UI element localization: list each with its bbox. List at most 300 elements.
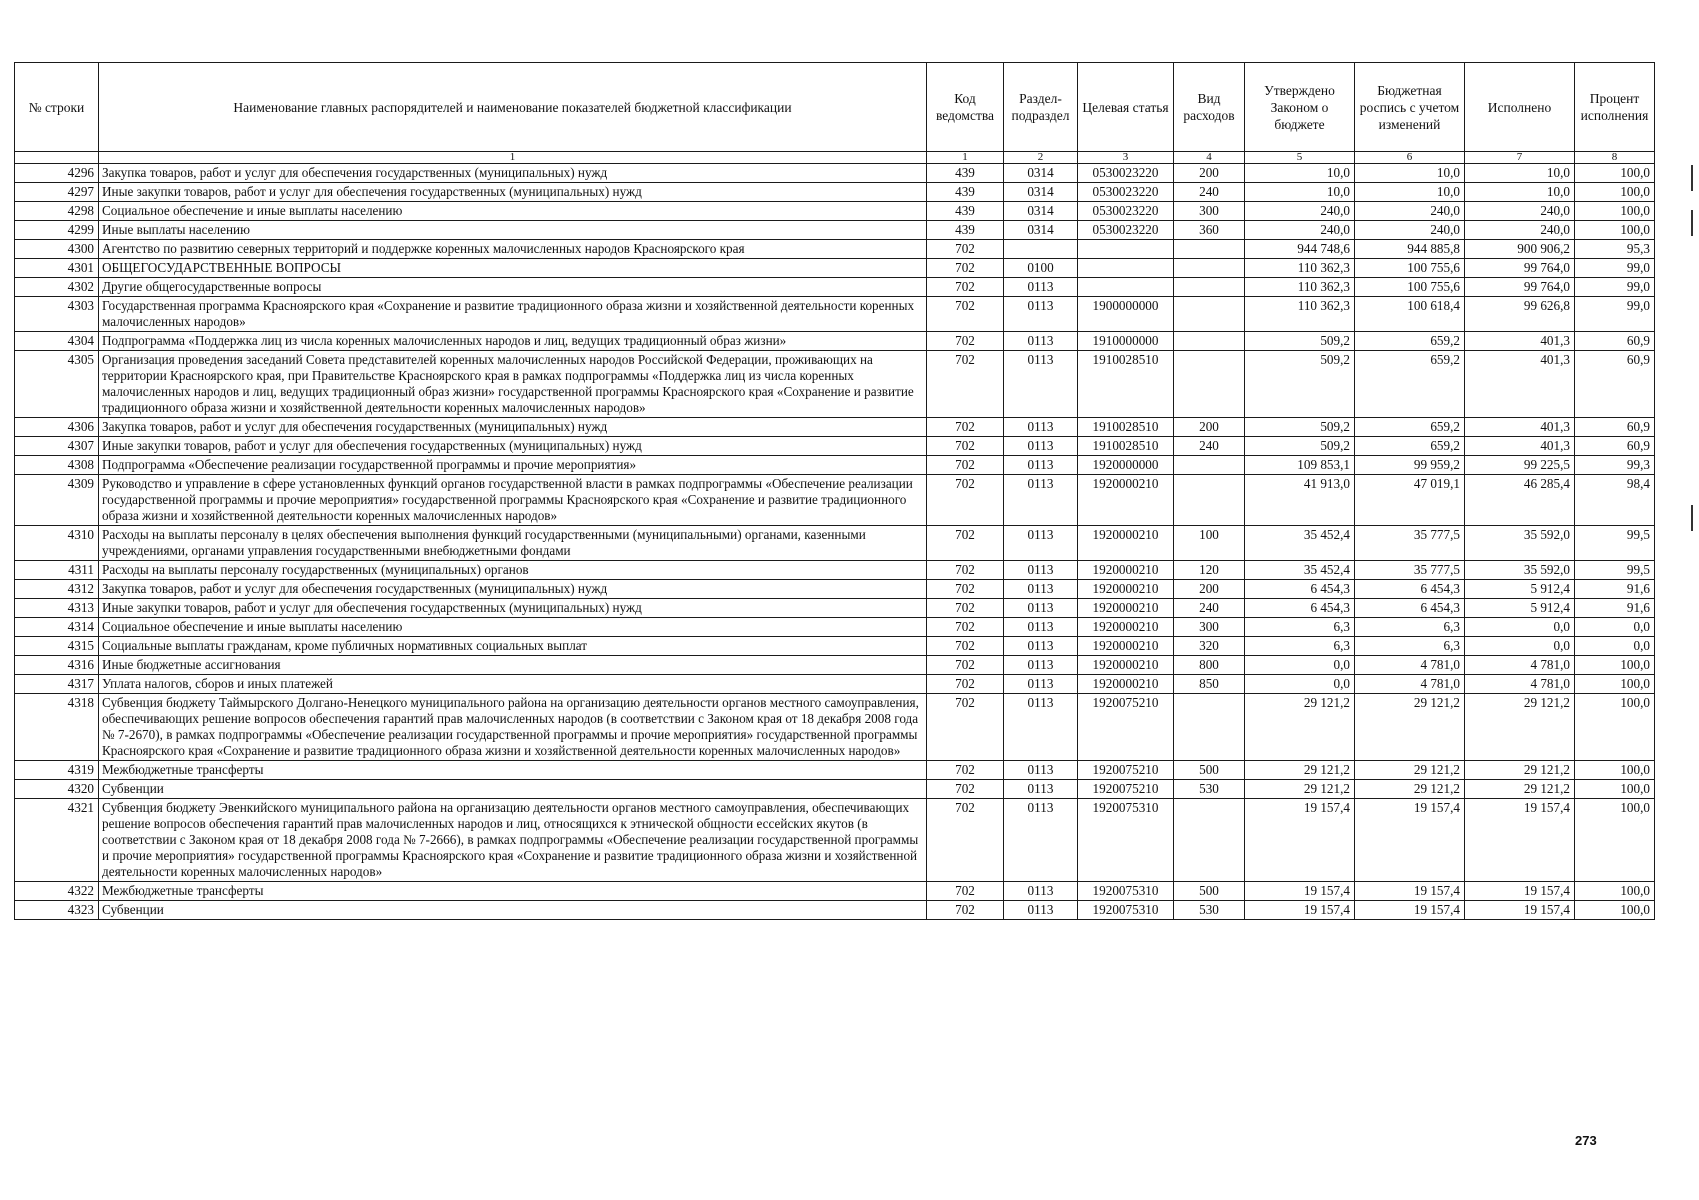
target-code: 1920075310 xyxy=(1078,901,1174,920)
percent-executed: 100,0 xyxy=(1575,221,1655,240)
table-row xyxy=(15,599,1655,618)
approved-amount: 10,0 xyxy=(1245,164,1355,183)
approved-amount: 110 362,3 xyxy=(1245,297,1355,332)
row-number: 4300 xyxy=(15,240,99,259)
approved-amount: 240,0 xyxy=(1245,202,1355,221)
dept-code: 702 xyxy=(927,799,1004,882)
scan-edge-mark xyxy=(1691,210,1693,236)
budget-amount: 99 959,2 xyxy=(1355,456,1465,475)
approved-amount: 6 454,3 xyxy=(1245,580,1355,599)
executed-amount: 19 157,4 xyxy=(1465,882,1575,901)
page-number: 273 xyxy=(1575,1133,1597,1148)
header-target: Целевая статья xyxy=(1078,63,1174,152)
dept-code: 702 xyxy=(927,240,1004,259)
expense-type: 200 xyxy=(1174,580,1245,599)
expense-type: 240 xyxy=(1174,599,1245,618)
budget-amount: 659,2 xyxy=(1355,418,1465,437)
table-row xyxy=(15,526,1655,561)
budget-amount: 6 454,3 xyxy=(1355,599,1465,618)
dept-code: 702 xyxy=(927,297,1004,332)
expense-type xyxy=(1174,799,1245,882)
target-code: 1920000210 xyxy=(1078,599,1174,618)
table-row xyxy=(15,164,1655,183)
row-number: 4321 xyxy=(15,799,99,882)
header-exp-type: Вид расходов xyxy=(1174,63,1245,152)
col-num-8: 7 xyxy=(1465,152,1575,164)
percent-executed: 60,9 xyxy=(1575,351,1655,418)
row-name: Иные закупки товаров, работ и услуг для обеспечения государственных (муниципальных) нужд xyxy=(99,599,927,618)
row-name: Подпрограмма «Поддержка лиц из числа коренных малочисленных народов и лиц, ведущих традиционный образ жизни» xyxy=(99,332,927,351)
table-header-row xyxy=(15,63,1655,152)
percent-executed: 99,0 xyxy=(1575,278,1655,297)
row-name: Закупка товаров, работ и услуг для обеспечения государственных (муниципальных) нужд xyxy=(99,580,927,599)
row-number: 4308 xyxy=(15,456,99,475)
section-code: 0113 xyxy=(1004,580,1078,599)
table-row xyxy=(15,351,1655,418)
percent-executed: 99,5 xyxy=(1575,526,1655,561)
row-number: 4309 xyxy=(15,475,99,526)
row-name: Закупка товаров, работ и услуг для обеспечения государственных (муниципальных) нужд xyxy=(99,418,927,437)
row-number: 4323 xyxy=(15,901,99,920)
target-code: 0530023220 xyxy=(1078,202,1174,221)
dept-code: 702 xyxy=(927,761,1004,780)
table-row xyxy=(15,456,1655,475)
table-row xyxy=(15,694,1655,761)
approved-amount: 29 121,2 xyxy=(1245,761,1355,780)
budget-amount: 29 121,2 xyxy=(1355,780,1465,799)
dept-code: 702 xyxy=(927,780,1004,799)
budget-amount: 29 121,2 xyxy=(1355,694,1465,761)
percent-executed: 95,3 xyxy=(1575,240,1655,259)
budget-table xyxy=(14,62,1655,920)
executed-amount: 99 764,0 xyxy=(1465,259,1575,278)
dept-code: 702 xyxy=(927,475,1004,526)
expense-type: 100 xyxy=(1174,526,1245,561)
dept-code: 439 xyxy=(927,183,1004,202)
table-row xyxy=(15,240,1655,259)
budget-amount: 6,3 xyxy=(1355,637,1465,656)
approved-amount: 41 913,0 xyxy=(1245,475,1355,526)
approved-amount: 29 121,2 xyxy=(1245,780,1355,799)
section-code: 0113 xyxy=(1004,297,1078,332)
percent-executed: 100,0 xyxy=(1575,901,1655,920)
target-code: 0530023220 xyxy=(1078,183,1174,202)
target-code: 1920000210 xyxy=(1078,526,1174,561)
section-code: 0113 xyxy=(1004,637,1078,656)
dept-code: 702 xyxy=(927,599,1004,618)
expense-type: 500 xyxy=(1174,761,1245,780)
row-name: Уплата налогов, сборов и иных платежей xyxy=(99,675,927,694)
section-code: 0113 xyxy=(1004,599,1078,618)
dept-code: 439 xyxy=(927,164,1004,183)
percent-executed: 100,0 xyxy=(1575,780,1655,799)
header-row-no: № строки xyxy=(15,63,99,152)
expense-type xyxy=(1174,456,1245,475)
header-dept-code: Код ведомства xyxy=(927,63,1004,152)
dept-code: 702 xyxy=(927,278,1004,297)
row-number: 4302 xyxy=(15,278,99,297)
dept-code: 702 xyxy=(927,437,1004,456)
executed-amount: 900 906,2 xyxy=(1465,240,1575,259)
target-code: 1910028510 xyxy=(1078,418,1174,437)
executed-amount: 99 764,0 xyxy=(1465,278,1575,297)
header-executed: Исполнено xyxy=(1465,63,1575,152)
row-number: 4301 xyxy=(15,259,99,278)
expense-type: 320 xyxy=(1174,637,1245,656)
expense-type xyxy=(1174,278,1245,297)
row-number: 4313 xyxy=(15,599,99,618)
expense-type xyxy=(1174,351,1245,418)
target-code: 1920000210 xyxy=(1078,580,1174,599)
executed-amount: 19 157,4 xyxy=(1465,799,1575,882)
executed-amount: 29 121,2 xyxy=(1465,694,1575,761)
row-name: Расходы на выплаты персоналу в целях обеспечения выполнения функций государственными (муниципальными) органами, казенными учреждениями, органами управления государственными внебюджетными фондами xyxy=(99,526,927,561)
percent-executed: 99,0 xyxy=(1575,259,1655,278)
row-number: 4314 xyxy=(15,618,99,637)
percent-executed: 100,0 xyxy=(1575,656,1655,675)
percent-executed: 99,3 xyxy=(1575,456,1655,475)
target-code: 1920000210 xyxy=(1078,637,1174,656)
executed-amount: 35 592,0 xyxy=(1465,526,1575,561)
row-name: Субвенция бюджету Эвенкийского муниципального района на организацию деятельности органов местного самоуправления, обеспечивающих решение вопросов обеспечения гарантий прав малочисленных народов и лиц, относящихся к этнической общности ессейских якутов (в соответствии с Законом края от 18 декабря 2008 года № 7-2666), в рамках подпрограммы «Обеспечение реализации государственной программы и прочие мероприятия» государственной программы Красноярского края «Сохранение и развитие традиционного образа жизни и хозяйственной деятельности коренных малочисленных народов» xyxy=(99,799,927,882)
target-code: 0530023220 xyxy=(1078,164,1174,183)
table-row xyxy=(15,901,1655,920)
header-percent: Процент исполнения xyxy=(1575,63,1655,152)
expense-type xyxy=(1174,259,1245,278)
table-row xyxy=(15,221,1655,240)
section-code xyxy=(1004,240,1078,259)
row-number: 4296 xyxy=(15,164,99,183)
executed-amount: 5 912,4 xyxy=(1465,599,1575,618)
dept-code: 702 xyxy=(927,580,1004,599)
col-num-6: 5 xyxy=(1245,152,1355,164)
col-num-9: 8 xyxy=(1575,152,1655,164)
executed-amount: 35 592,0 xyxy=(1465,561,1575,580)
header-section: Раздел-подраздел xyxy=(1004,63,1078,152)
executed-amount: 0,0 xyxy=(1465,637,1575,656)
dept-code: 439 xyxy=(927,221,1004,240)
table-row xyxy=(15,675,1655,694)
col-num-5: 4 xyxy=(1174,152,1245,164)
percent-executed: 100,0 xyxy=(1575,164,1655,183)
row-number: 4307 xyxy=(15,437,99,456)
budget-amount: 4 781,0 xyxy=(1355,675,1465,694)
row-number: 4316 xyxy=(15,656,99,675)
section-code: 0113 xyxy=(1004,901,1078,920)
section-code: 0113 xyxy=(1004,656,1078,675)
target-code: 1920075310 xyxy=(1078,799,1174,882)
section-code: 0113 xyxy=(1004,437,1078,456)
dept-code: 702 xyxy=(927,526,1004,561)
section-code: 0100 xyxy=(1004,259,1078,278)
approved-amount: 6,3 xyxy=(1245,637,1355,656)
row-number: 4310 xyxy=(15,526,99,561)
table-row xyxy=(15,882,1655,901)
approved-amount: 10,0 xyxy=(1245,183,1355,202)
table-row xyxy=(15,437,1655,456)
approved-amount: 6 454,3 xyxy=(1245,599,1355,618)
budget-amount: 19 157,4 xyxy=(1355,882,1465,901)
row-name: Государственная программа Красноярского края «Сохранение и развитие традиционного образа жизни и хозяйственной деятельности коренных малочисленных народов» xyxy=(99,297,927,332)
executed-amount: 401,3 xyxy=(1465,351,1575,418)
row-name: ОБЩЕГОСУДАРСТВЕННЫЕ ВОПРОСЫ xyxy=(99,259,927,278)
row-name: Социальное обеспечение и иные выплаты населению xyxy=(99,618,927,637)
expense-type: 200 xyxy=(1174,418,1245,437)
header-name: Наименование главных распорядителей и наименование показателей бюджетной классификации xyxy=(99,63,927,152)
approved-amount: 109 853,1 xyxy=(1245,456,1355,475)
approved-amount: 944 748,6 xyxy=(1245,240,1355,259)
row-name: Агентство по развитию северных территорий и поддержке коренных малочисленных народов Красноярского края xyxy=(99,240,927,259)
executed-amount: 29 121,2 xyxy=(1465,761,1575,780)
budget-amount: 659,2 xyxy=(1355,332,1465,351)
target-code xyxy=(1078,278,1174,297)
budget-amount: 19 157,4 xyxy=(1355,901,1465,920)
row-name: Расходы на выплаты персоналу государственных (муниципальных) органов xyxy=(99,561,927,580)
expense-type: 360 xyxy=(1174,221,1245,240)
percent-executed: 0,0 xyxy=(1575,618,1655,637)
row-number: 4298 xyxy=(15,202,99,221)
section-code: 0113 xyxy=(1004,278,1078,297)
section-code: 0113 xyxy=(1004,456,1078,475)
percent-executed: 91,6 xyxy=(1575,580,1655,599)
row-number: 4303 xyxy=(15,297,99,332)
expense-type: 300 xyxy=(1174,618,1245,637)
row-name: Субвенции xyxy=(99,780,927,799)
executed-amount: 0,0 xyxy=(1465,618,1575,637)
section-code: 0113 xyxy=(1004,882,1078,901)
budget-amount: 35 777,5 xyxy=(1355,561,1465,580)
approved-amount: 19 157,4 xyxy=(1245,882,1355,901)
row-number: 4317 xyxy=(15,675,99,694)
table-row xyxy=(15,297,1655,332)
dept-code: 439 xyxy=(927,202,1004,221)
executed-amount: 4 781,0 xyxy=(1465,675,1575,694)
section-code: 0314 xyxy=(1004,183,1078,202)
expense-type: 240 xyxy=(1174,437,1245,456)
section-code: 0113 xyxy=(1004,561,1078,580)
approved-amount: 509,2 xyxy=(1245,351,1355,418)
expense-type: 530 xyxy=(1174,780,1245,799)
percent-executed: 60,9 xyxy=(1575,437,1655,456)
budget-amount: 19 157,4 xyxy=(1355,799,1465,882)
target-code: 1920000210 xyxy=(1078,475,1174,526)
approved-amount: 110 362,3 xyxy=(1245,278,1355,297)
dept-code: 702 xyxy=(927,882,1004,901)
row-name: Иные закупки товаров, работ и услуг для обеспечения государственных (муниципальных) нужд xyxy=(99,437,927,456)
target-code: 1920000210 xyxy=(1078,656,1174,675)
executed-amount: 240,0 xyxy=(1465,202,1575,221)
approved-amount: 19 157,4 xyxy=(1245,799,1355,882)
section-code: 0113 xyxy=(1004,332,1078,351)
expense-type: 300 xyxy=(1174,202,1245,221)
row-name: Межбюджетные трансферты xyxy=(99,761,927,780)
col-num-4: 3 xyxy=(1078,152,1174,164)
row-name: Иные выплаты населению xyxy=(99,221,927,240)
executed-amount: 401,3 xyxy=(1465,332,1575,351)
section-code: 0314 xyxy=(1004,221,1078,240)
row-number: 4312 xyxy=(15,580,99,599)
target-code: 1900000000 xyxy=(1078,297,1174,332)
approved-amount: 29 121,2 xyxy=(1245,694,1355,761)
row-name: Закупка товаров, работ и услуг для обеспечения государственных (муниципальных) нужд xyxy=(99,164,927,183)
table-row xyxy=(15,761,1655,780)
budget-amount: 6 454,3 xyxy=(1355,580,1465,599)
target-code: 1920075210 xyxy=(1078,761,1174,780)
table-row xyxy=(15,259,1655,278)
section-code: 0113 xyxy=(1004,761,1078,780)
column-number-row xyxy=(15,152,1655,164)
budget-amount: 10,0 xyxy=(1355,164,1465,183)
budget-amount: 100 618,4 xyxy=(1355,297,1465,332)
section-code: 0314 xyxy=(1004,202,1078,221)
row-name: Социальное обеспечение и иные выплаты населению xyxy=(99,202,927,221)
expense-type: 500 xyxy=(1174,882,1245,901)
budget-amount: 35 777,5 xyxy=(1355,526,1465,561)
expense-type: 200 xyxy=(1174,164,1245,183)
col-num-7: 6 xyxy=(1355,152,1465,164)
row-name: Субвенция бюджету Таймырского Долгано-Ненецкого муниципального района на организацию деятельности органов местного самоуправления, обеспечивающих решение вопросов обеспечения гарантий прав малочисленных народов (в соответствии с Законом края от 18 декабря 2008 года № 7-2670), в рамках подпрограммы «Обеспечение реализации государственной программы и прочие мероприятия» государственной программы Красноярского края «Сохранение и развитие традиционного образа жизни и хозяйственной деятельности коренных малочисленных народов» xyxy=(99,694,927,761)
row-number: 4297 xyxy=(15,183,99,202)
target-code: 1920000210 xyxy=(1078,675,1174,694)
section-code: 0113 xyxy=(1004,799,1078,882)
section-code: 0113 xyxy=(1004,675,1078,694)
section-code: 0113 xyxy=(1004,351,1078,418)
percent-executed: 100,0 xyxy=(1575,799,1655,882)
section-code: 0113 xyxy=(1004,418,1078,437)
table-row xyxy=(15,656,1655,675)
section-code: 0314 xyxy=(1004,164,1078,183)
table-row xyxy=(15,780,1655,799)
approved-amount: 35 452,4 xyxy=(1245,526,1355,561)
budget-amount: 944 885,8 xyxy=(1355,240,1465,259)
col-num-1: 1 xyxy=(99,152,927,164)
budget-amount: 659,2 xyxy=(1355,351,1465,418)
section-code: 0113 xyxy=(1004,618,1078,637)
row-number: 4320 xyxy=(15,780,99,799)
table-row xyxy=(15,278,1655,297)
row-number: 4304 xyxy=(15,332,99,351)
expense-type xyxy=(1174,297,1245,332)
target-code: 1920075210 xyxy=(1078,780,1174,799)
expense-type: 240 xyxy=(1174,183,1245,202)
executed-amount: 19 157,4 xyxy=(1465,901,1575,920)
target-code: 0530023220 xyxy=(1078,221,1174,240)
expense-type xyxy=(1174,475,1245,526)
percent-executed: 0,0 xyxy=(1575,637,1655,656)
target-code: 1920000210 xyxy=(1078,618,1174,637)
target-code: 1920000210 xyxy=(1078,561,1174,580)
target-code: 1920075310 xyxy=(1078,882,1174,901)
budget-amount: 4 781,0 xyxy=(1355,656,1465,675)
percent-executed: 100,0 xyxy=(1575,882,1655,901)
expense-type xyxy=(1174,694,1245,761)
dept-code: 702 xyxy=(927,901,1004,920)
approved-amount: 110 362,3 xyxy=(1245,259,1355,278)
col-num-3: 2 xyxy=(1004,152,1078,164)
target-code xyxy=(1078,240,1174,259)
percent-executed: 99,0 xyxy=(1575,297,1655,332)
budget-amount: 100 755,6 xyxy=(1355,278,1465,297)
row-name: Подпрограмма «Обеспечение реализации государственной программы и прочие мероприятия» xyxy=(99,456,927,475)
row-name: Руководство и управление в сфере установленных функций органов государственной власти в рамках подпрограммы «Обеспечение реализации государственной программы и прочие мероприятия» государственной программы Красноярского края «Сохранение и развитие традиционного образа жизни и хозяйственной деятельности коренных малочисленных народов» xyxy=(99,475,927,526)
dept-code: 702 xyxy=(927,675,1004,694)
section-code: 0113 xyxy=(1004,526,1078,561)
executed-amount: 99 225,5 xyxy=(1465,456,1575,475)
dept-code: 702 xyxy=(927,259,1004,278)
approved-amount: 509,2 xyxy=(1245,418,1355,437)
section-code: 0113 xyxy=(1004,475,1078,526)
dept-code: 702 xyxy=(927,456,1004,475)
row-number: 4322 xyxy=(15,882,99,901)
budget-amount: 10,0 xyxy=(1355,183,1465,202)
executed-amount: 5 912,4 xyxy=(1465,580,1575,599)
budget-amount: 240,0 xyxy=(1355,202,1465,221)
expense-type xyxy=(1174,332,1245,351)
section-code: 0113 xyxy=(1004,780,1078,799)
executed-amount: 99 626,8 xyxy=(1465,297,1575,332)
table-row xyxy=(15,183,1655,202)
header-approved: Утверждено Законом о бюджете xyxy=(1245,63,1355,152)
dept-code: 702 xyxy=(927,561,1004,580)
budget-report-page xyxy=(14,62,1654,920)
row-number: 4306 xyxy=(15,418,99,437)
row-name: Субвенции xyxy=(99,901,927,920)
target-code: 1920075210 xyxy=(1078,694,1174,761)
row-number: 4315 xyxy=(15,637,99,656)
row-name: Межбюджетные трансферты xyxy=(99,882,927,901)
table-row xyxy=(15,618,1655,637)
target-code xyxy=(1078,259,1174,278)
percent-executed: 99,5 xyxy=(1575,561,1655,580)
executed-amount: 10,0 xyxy=(1465,164,1575,183)
budget-amount: 100 755,6 xyxy=(1355,259,1465,278)
table-row xyxy=(15,580,1655,599)
row-number: 4305 xyxy=(15,351,99,418)
row-number: 4299 xyxy=(15,221,99,240)
row-name: Другие общегосударственные вопросы xyxy=(99,278,927,297)
percent-executed: 60,9 xyxy=(1575,332,1655,351)
executed-amount: 29 121,2 xyxy=(1465,780,1575,799)
budget-amount: 240,0 xyxy=(1355,221,1465,240)
row-number: 4311 xyxy=(15,561,99,580)
row-number: 4318 xyxy=(15,694,99,761)
approved-amount: 0,0 xyxy=(1245,656,1355,675)
percent-executed: 91,6 xyxy=(1575,599,1655,618)
approved-amount: 240,0 xyxy=(1245,221,1355,240)
percent-executed: 100,0 xyxy=(1575,761,1655,780)
dept-code: 702 xyxy=(927,618,1004,637)
expense-type: 850 xyxy=(1174,675,1245,694)
dept-code: 702 xyxy=(927,418,1004,437)
expense-type: 120 xyxy=(1174,561,1245,580)
approved-amount: 0,0 xyxy=(1245,675,1355,694)
target-code: 1910028510 xyxy=(1078,351,1174,418)
row-name: Социальные выплаты гражданам, кроме публичных нормативных социальных выплат xyxy=(99,637,927,656)
executed-amount: 401,3 xyxy=(1465,418,1575,437)
table-row xyxy=(15,202,1655,221)
approved-amount: 509,2 xyxy=(1245,437,1355,456)
target-code: 1910000000 xyxy=(1078,332,1174,351)
budget-amount: 6,3 xyxy=(1355,618,1465,637)
percent-executed: 100,0 xyxy=(1575,694,1655,761)
row-name: Иные закупки товаров, работ и услуг для обеспечения государственных (муниципальных) нужд xyxy=(99,183,927,202)
section-code: 0113 xyxy=(1004,694,1078,761)
dept-code: 702 xyxy=(927,332,1004,351)
expense-type xyxy=(1174,240,1245,259)
executed-amount: 10,0 xyxy=(1465,183,1575,202)
approved-amount: 6,3 xyxy=(1245,618,1355,637)
executed-amount: 46 285,4 xyxy=(1465,475,1575,526)
